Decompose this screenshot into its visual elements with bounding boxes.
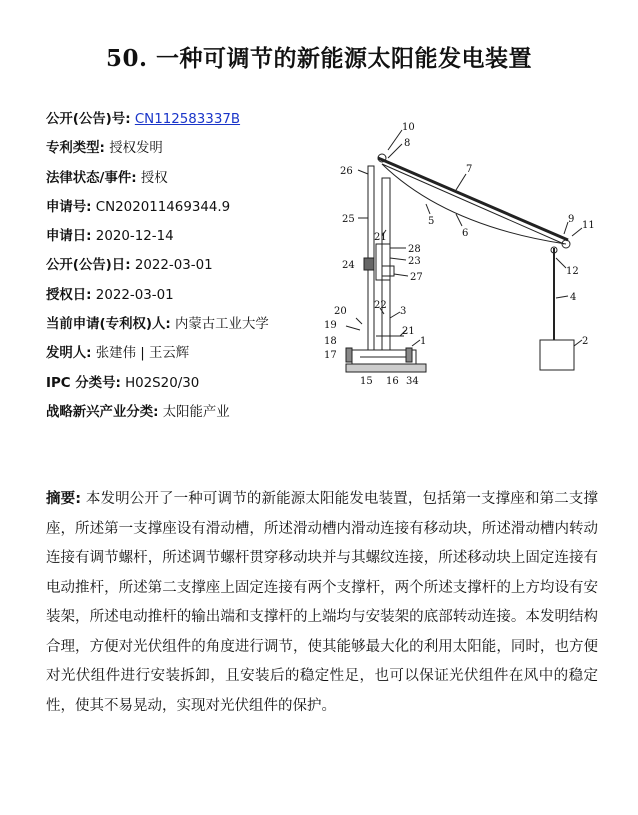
meta-value: 太阳能产业 — [162, 404, 230, 420]
meta-value: H02S20/30 — [125, 375, 200, 391]
meta-value: 内蒙古工业大学 — [175, 317, 269, 333]
meta-row-application-date — [46, 227, 316, 256]
meta-key: 申请号: — [46, 199, 92, 215]
meta-value: 授权 — [140, 170, 168, 186]
part-label: 28 — [408, 244, 421, 255]
part-label: 15 — [360, 376, 373, 387]
meta-key: IPC 分类号: — [46, 375, 121, 391]
part-18 — [346, 348, 352, 362]
bracket-23 — [376, 244, 390, 280]
meta-key: 授权日: — [46, 287, 92, 303]
part-label: 1 — [420, 336, 427, 347]
meta-value: CN202011469344.9 — [95, 199, 231, 215]
meta-row-applicant — [46, 315, 316, 344]
meta-row-publication-date — [46, 256, 316, 285]
part-label: 4 — [570, 292, 577, 303]
abstract-text: 本发明公开了一种可调节的新能源太阳能发电装置，包括第一支撑座和第二支撑座，所述第一支撑座设有滑动槽，所述滑动槽内滑动连接有移动块，所述滑动槽内转动连接有调节螺杆，所述调节螺杆贯穿移动块并与其螺纹连接，所述移动块上固定连接有电动推杆，所述第二支撑座上固定连接有两个支撑杆，两个所述支撑杆的上方均设有安装架，所述电动推杆的输出端和支撑杆的上端均与安装架的底部转动连接。本发明结构合理，方便对光伏组件的角度进行调节，使其能够最大化的利用太阳能，同时，也方便对光伏组件进行安装拆卸，且安装后的稳定性足，也可以保证光伏组件在风中的稳定性，使其不易晃动，实现对光伏组件的保护。 — [46, 491, 598, 714]
meta-row-industry — [46, 403, 316, 432]
meta-key: 专利类型: — [46, 141, 105, 157]
part-label: 6 — [462, 228, 469, 239]
part-label: 25 — [342, 214, 355, 225]
meta-row-application-number — [46, 198, 316, 227]
part-label: 22 — [374, 300, 387, 311]
part-label: 27 — [410, 272, 423, 283]
abstract-paragraph — [46, 485, 598, 721]
part-label: 23 — [408, 256, 421, 267]
part-label: 16 — [386, 376, 399, 387]
meta-key: 法律状态/事件: — [46, 170, 137, 186]
patent-title: 50. 一种可调节的新能源太阳能发电装置 — [105, 45, 533, 72]
part-1 — [406, 348, 412, 362]
part-label: 19 — [324, 320, 337, 331]
meta-value: 2022-03-01 — [95, 287, 174, 303]
meta-key: 当前申请(专利权)人: — [46, 317, 171, 333]
meta-row-publication-number — [46, 110, 316, 139]
meta-key: 战略新兴产业分类: — [46, 404, 159, 420]
solar-device-diagram — [316, 118, 606, 398]
part-label: 21 — [402, 326, 415, 337]
meta-value: 授权发明 — [109, 141, 163, 157]
publication-number-link[interactable]: CN112583337B — [134, 112, 241, 127]
part-label: 21 — [374, 232, 387, 243]
abstract-label: 摘要: — [46, 491, 82, 507]
meta-value: 张建伟 | 王云辉 — [95, 346, 190, 362]
part-label: 2 — [582, 336, 589, 347]
meta-row-patent-type — [46, 139, 316, 168]
meta-row-inventors — [46, 344, 316, 373]
knob-24 — [364, 258, 374, 270]
panel-edge — [382, 164, 564, 244]
part-label: 10 — [402, 122, 415, 133]
meta-key: 发明人: — [46, 346, 92, 362]
meta-row-legal-status — [46, 169, 316, 198]
meta-value: 2022-03-01 — [134, 258, 213, 274]
patent-metadata — [46, 110, 316, 432]
part-label: 17 — [324, 350, 337, 361]
part-label: 8 — [404, 138, 411, 149]
patent-drawing — [316, 118, 606, 398]
ground-hatch — [346, 364, 426, 372]
meta-row-grant-date — [46, 286, 316, 315]
second-support-base-2 — [540, 340, 574, 370]
part-label: 12 — [566, 266, 579, 277]
meta-key: 申请日: — [46, 229, 92, 245]
part-label: 26 — [340, 166, 353, 177]
part-label: 7 — [466, 164, 473, 175]
mounting-frame-7 — [378, 158, 568, 240]
part-label: 3 — [400, 306, 407, 317]
push-rod-3 — [382, 178, 390, 350]
part-label: 20 — [334, 306, 347, 317]
part-label: 11 — [582, 220, 595, 231]
part-27 — [382, 266, 394, 276]
part-label: 9 — [568, 214, 575, 225]
meta-row-ipc — [46, 374, 316, 403]
meta-key: 公开(公告)号: — [46, 112, 131, 127]
meta-key: 公开(公告)日: — [46, 258, 131, 274]
part-label: 5 — [428, 216, 435, 227]
part-label: 24 — [342, 260, 355, 271]
part-label: 18 — [324, 336, 337, 347]
meta-value: 2020-12-14 — [95, 229, 174, 245]
part-label: 34 — [406, 376, 419, 387]
